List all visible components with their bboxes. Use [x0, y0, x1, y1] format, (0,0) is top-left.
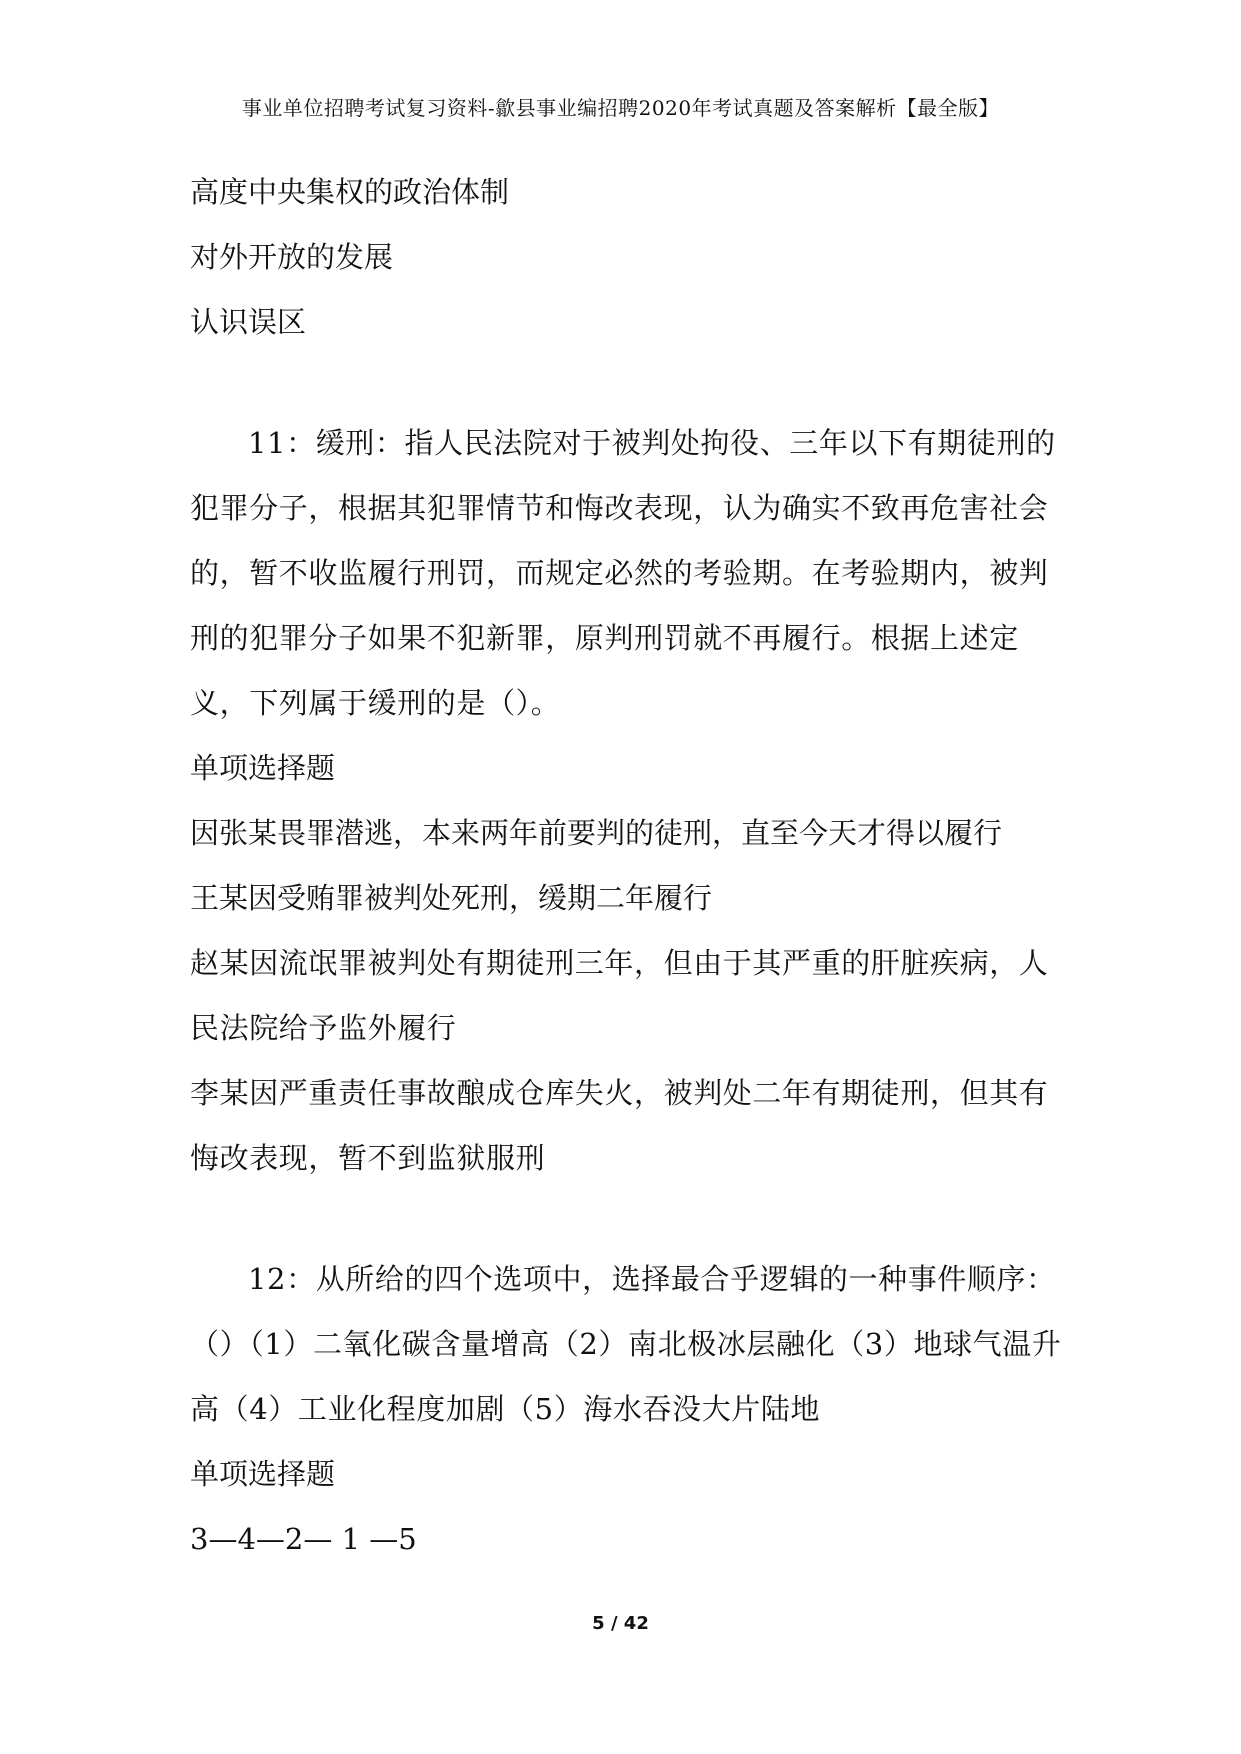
option-text: 王某因受贿罪被判处死刑，缓期二年履行 — [190, 881, 713, 915]
spacer — [190, 355, 1070, 411]
page-number: 5 / 42 — [592, 1613, 649, 1634]
document-body — [190, 160, 1070, 1572]
question-12 — [190, 1247, 1070, 1572]
option-text: 对外开放的发展 — [190, 240, 394, 274]
option-text: 高度中央集权的政治体制 — [190, 175, 510, 209]
question-stem: 11：缓刑：指人民法院对于被判处拘役、三年以下有期徒刑的犯罪分子，根据其犯罪情节和悔改表现，认为确实不致再危害社会的，暂不收监履行刑罚，而规定必然的考验期。在考验期内，被判刑的犯罪分子如果不犯新罪，原判刑罚就不再履行。根据上述定义，下列属于缓刑的是（）。 — [190, 426, 1056, 720]
option-text: 因张某畏罪潜逃，本来两年前要判的徒刑，直至今天才得以履行 — [190, 816, 1003, 850]
option-text: 3—4—2— 1 —5 — [190, 1522, 417, 1556]
question-type: 单项选择题 — [190, 751, 336, 785]
spacer — [190, 1191, 1070, 1247]
question-stem: 12：从所给的四个选项中，选择最合乎逻辑的一种事件顺序：（）（1）二氧化碳含量增高（2）南北极冰层融化（3）地球气温升高（4）工业化程度加剧（5）海水吞没大片陆地 — [190, 1262, 1062, 1426]
previous-question-options — [190, 160, 1070, 355]
question-type: 单项选择题 — [190, 1457, 336, 1491]
page-header: 事业单位招聘考试复习资料-歙县事业编招聘2020年考试真题及答案解析【最全版】 — [241, 96, 1000, 120]
option-text: 赵某因流氓罪被判处有期徒刑三年，但由于其严重的肝脏疾病，人民法院给予监外履行 — [190, 946, 1049, 1045]
option-text: 认识误区 — [190, 305, 307, 339]
question-11 — [190, 411, 1070, 1191]
option-text: 李某因严重责任事故酿成仓库失火，被判处二年有期徒刑，但其有悔改表现，暂不到监狱服刑 — [190, 1076, 1049, 1175]
